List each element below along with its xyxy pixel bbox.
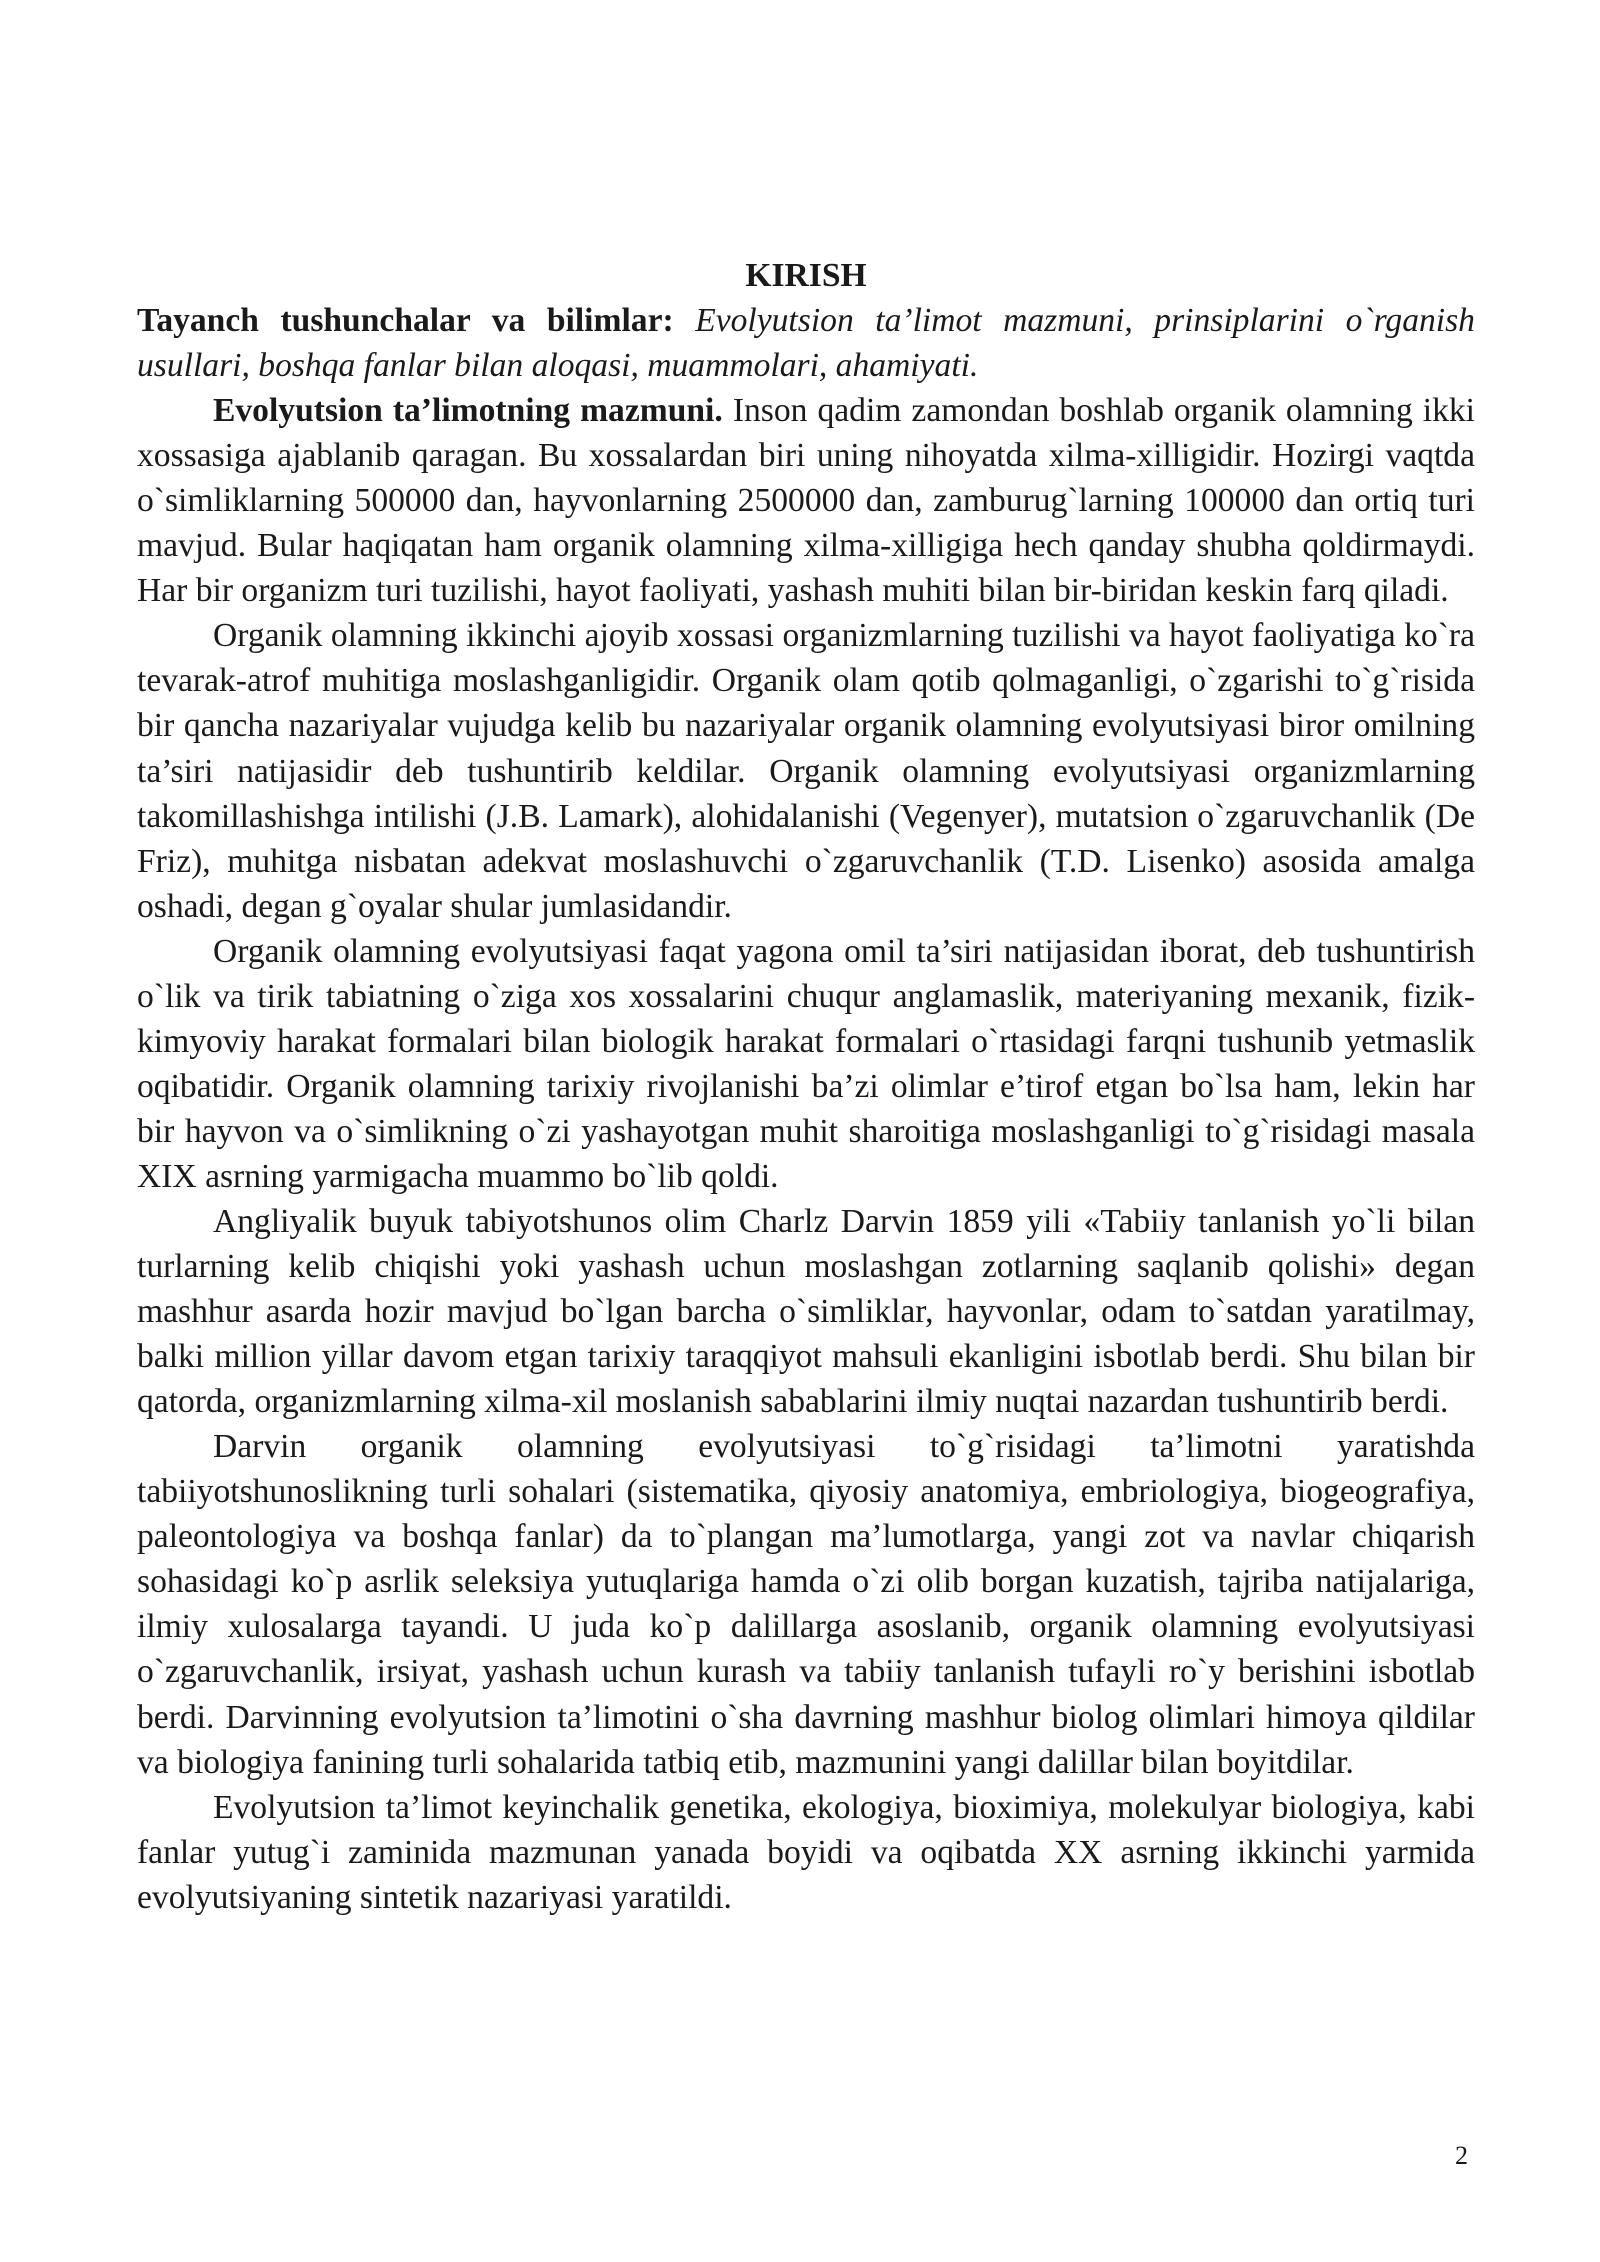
body-paragraph-3: Organik olamning evolyutsiyasi faqat yagona omil ta’siri natijasidan iborat, deb tushuntirish o`lik va tirik tabiatning o`ziga xos xossalarini chuqur anglamaslik, materiyaning mexanik, fizik-kimyoviy harakat formalari bilan biologik harakat formalari o`rtasidagi farqni tushunib yetmaslik oqibatidir. Organik olamning tarixiy rivojlanishi ba’zi olimlar e’tirof etgan bo`lsa ham, lekin har bir hayvon va o`simlikning o`zi yashayotgan muhit sharoitiga moslashganligi to`g`risidagi masala XIX asrning yarmigacha muammo bo`lib qoldi. <box>137 932 1475 1195</box>
body-paragraph-2: Organik olamning ikkinchi ajoyib xossasi organizmlarning tuzilishi va hayot faoliyatiga ko`ra tevarak-atrof muhitiga moslashganligidir. Organik olam qotib qolmaganligi, o`zgarishi to`g`risida bir qancha nazariyalar vujudga kelib bu nazariyalar organik olamning evolyutsiyasi biror omilning ta’siri natijasidir deb tushuntirib keldilar. Organik olamning evolyutsiyasi organizmlarning takomillashishga intilishi (J.B. Lamark), alohidalanishi (Vegenyer), mutatsion o`zgaruvchanlik (De Friz), muhitga nisbatan adekvat moslashuvchi o`zgaruvchanlik (T.D. Lisenko) asosida amalga oshadi, degan g`oyalar shular jumlasidandir. <box>137 617 1475 925</box>
body-paragraph-4: Angliyalik buyuk tabiyotshunos olim Charlz Darvin 1859 yili «Tabiiy tanlanish yo`li bilan turlarning kelib chiqishi yoki yashash uchun moslashgan zotlarning saqlanib qolishi» degan mashhur asarda hozir mavjud bo`lgan barcha o`simliklar, hayvonlar, odam to`satdan yaratilmay, balki million yillar davom etgan tarixiy taraqqiyot mahsuli ekanligini isbotlab berdi. Shu bilan bir qatorda, organizmlarning xilma-xil moslanish sabablarini ilmiy nuqtai nazardan tushuntirib berdi. <box>137 1202 1475 1421</box>
paragraph-text: Inson qadim zamondan boshlab organik olamning ikki xossasiga ajablanib qaragan. Bu xossalardan biri uning nihoyatda xilma-xilligidir. Hozirgi vaqtda o`simliklarning 500000 dan, hayvonlarning 2500000 dan, zamburug`larning 100000 dan ortiq turi mavjud. Bular haqiqatan ham organik olamning xilma-xilligiga hech qanday shubha qoldirmaydi. Har bir organizm turi tuzilishi, hayot faoliyati, yashash muhiti bilan bir-biridan keskin farq qiladi. <box>137 392 1475 610</box>
key-concepts-paragraph <box>137 298 1475 388</box>
section-title: Evolyutsion ta’limotning mazmuni. <box>213 392 723 430</box>
page-heading: KIRISH <box>745 257 867 294</box>
document-body <box>137 253 1475 1920</box>
page-number: 2 <box>1455 2141 1468 2170</box>
body-paragraph-5: Darvin organik olamning evolyutsiyasi to`g`risidagi ta’limotni yaratishda tabiiyotshunoslikning turli sohalari (sistematika, qiyosiy anatomiya, embriologiya, biogeografiya, paleontologiya va boshqa fanlar) da to`plangan ma’lumotlarga, yangi zot va navlar chiqarish sohasidagi ko`p asrlik seleksiya yutuqlariga hamda o`zi olib borgan kuzatish, tajriba natijalariga, ilmiy xulosalarga tayandi. U juda ko`p dalillarga asoslanib, organik olamning evolyutsiyasi o`zgaruvchanlik, irsiyat, yashash uchun kurash va tabiiy tanlanish tufayli ro`y berishini isbotlab berdi. Darvinning evolyutsion ta’limotini o`sha davrning mashhur biolog olimlari himoya qildilar va biologiya fanining turli sohalarida tatbiq etib, mazmunini yangi dalillar bilan boyitdilar. <box>137 1428 1475 1781</box>
body-paragraph-1 <box>137 388 1475 613</box>
key-concepts-label: Tayanch tushunchalar va bilimlar: <box>137 302 674 340</box>
body-paragraph-6: Evolyutsion ta’limot keyinchalik genetika, ekologiya, bioximiya, molekulyar biologiya, kabi fanlar yutug`i zaminida mazmunan yanada boyidi va oqibatda XX asrning ikkinchi yarmida evolyutsiyaning sintetik nazariyasi yaratildi. <box>137 1788 1475 1916</box>
key-concepts-text: Evolyutsion ta’limot mazmuni, prinsiplarini o`rganish usullari, boshqa fanlar bilan aloqasi, muammolari, ahamiyati. <box>137 302 1475 385</box>
